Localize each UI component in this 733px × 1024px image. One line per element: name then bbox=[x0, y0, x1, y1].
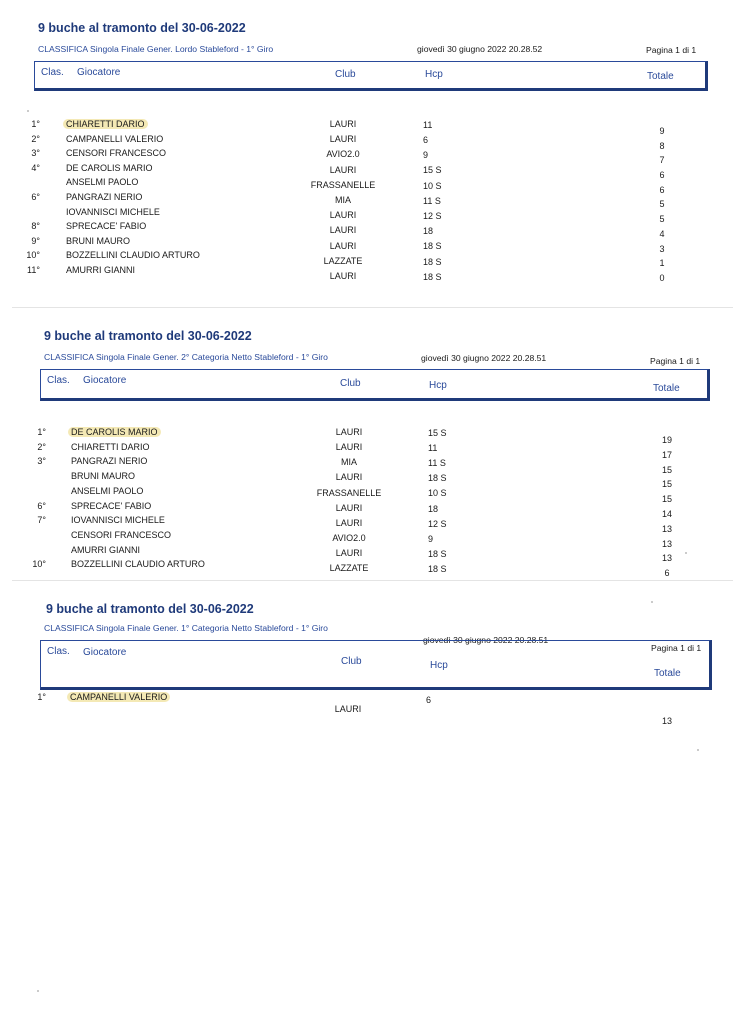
handicap-cell: 15 S bbox=[423, 165, 442, 176]
section-title: 9 buche al tramonto del 30-06-2022 bbox=[46, 602, 254, 616]
handicap-cell: 18 S bbox=[428, 473, 447, 484]
table-row bbox=[0, 529, 733, 549]
table-row bbox=[0, 119, 733, 136]
club-cell: LAURI bbox=[335, 517, 363, 528]
position-cell: 1° bbox=[37, 427, 46, 437]
page-indicator: Pagina 1 di 1 bbox=[650, 356, 701, 366]
scan-speck bbox=[685, 552, 687, 554]
table-row bbox=[0, 235, 733, 254]
col-header-totale: Totale bbox=[653, 383, 680, 394]
club-cell: FRASSANELLE bbox=[310, 179, 376, 190]
table-row bbox=[0, 148, 733, 166]
handicap-cell: 11 bbox=[428, 442, 438, 453]
position-cell: 2° bbox=[37, 441, 46, 452]
club-cell: MIA bbox=[340, 457, 357, 468]
table-row bbox=[0, 441, 733, 460]
player-name-cell: BRUNI MAURO bbox=[66, 235, 131, 246]
handicap-cell: 18 S bbox=[428, 564, 447, 575]
total-score-cell: 5 bbox=[659, 214, 665, 225]
col-header-clas: Clas. bbox=[47, 646, 70, 657]
position-cell: 4° bbox=[31, 162, 40, 173]
position-cell: 3° bbox=[31, 148, 40, 159]
table-row bbox=[0, 206, 733, 225]
col-header-hcp: Hcp bbox=[430, 660, 448, 671]
total-score-cell: 3 bbox=[659, 243, 665, 254]
section-subtitle: CLASSIFICA Singola Finale Gener. 1° Categoria Netto Stableford - 1° Giro bbox=[44, 623, 328, 633]
total-score-cell: 4 bbox=[659, 228, 665, 239]
club-cell: LAURI bbox=[335, 548, 363, 559]
page-indicator: Pagina 1 di 1 bbox=[651, 643, 702, 653]
player-name-cell: CHIARETTI DARIO bbox=[63, 119, 148, 129]
club-cell: LAURI bbox=[329, 119, 357, 129]
position-cell: 10° bbox=[32, 559, 46, 570]
total-score-cell: 14 bbox=[661, 508, 672, 519]
total-score-cell: 15 bbox=[661, 464, 672, 475]
col-header-club: Club bbox=[341, 656, 362, 667]
section-divider bbox=[12, 307, 733, 308]
handicap-cell: 18 S bbox=[423, 271, 442, 282]
club-cell: LAURI bbox=[335, 472, 363, 483]
total-score-cell: 13 bbox=[661, 716, 672, 726]
total-score-cell: 7 bbox=[659, 155, 665, 166]
player-name-cell: BRUNI MAURO bbox=[71, 471, 136, 482]
table-row bbox=[0, 692, 733, 726]
handicap-cell: 18 bbox=[428, 503, 439, 514]
col-header-club: Club bbox=[335, 69, 356, 80]
print-datetime: giovedì 30 giugno 2022 20.28.52 bbox=[417, 44, 543, 54]
table-row bbox=[0, 485, 733, 505]
player-name-cell: CENSORI FRANCESCO bbox=[71, 529, 172, 540]
player-name-cell: CENSORI FRANCESCO bbox=[66, 148, 167, 159]
handicap-cell: 9 bbox=[423, 150, 429, 161]
handicap-cell: 9 bbox=[428, 533, 434, 544]
table-row bbox=[0, 177, 733, 195]
handicap-cell: 11 S bbox=[423, 195, 441, 206]
player-name-cell: PANGRAZI NERIO bbox=[71, 456, 148, 467]
club-cell: LAURI bbox=[329, 164, 357, 175]
handicap-cell: 6 bbox=[426, 695, 432, 706]
position-cell: 10° bbox=[26, 250, 40, 261]
total-score-cell: 6 bbox=[659, 170, 665, 181]
col-header-club: Club bbox=[340, 378, 361, 389]
club-cell: LAURI bbox=[335, 442, 363, 453]
position-cell: 7° bbox=[37, 515, 46, 526]
player-name-cell: ANSELMI PAOLO bbox=[66, 177, 139, 188]
total-score-cell: 6 bbox=[664, 568, 670, 579]
handicap-cell: 18 S bbox=[423, 256, 442, 267]
scan-speck bbox=[651, 601, 653, 603]
club-cell: MIA bbox=[334, 195, 351, 205]
table-row bbox=[0, 265, 733, 283]
col-header-totale: Totale bbox=[654, 668, 681, 679]
section-subtitle: CLASSIFICA Singola Finale Gener. 2° Categoria Netto Stableford - 1° Giro bbox=[44, 352, 328, 362]
position-cell: 11° bbox=[27, 265, 40, 275]
scan-speck bbox=[37, 990, 39, 992]
page-indicator: Pagina 1 di 1 bbox=[646, 45, 697, 55]
handicap-cell: 11 S bbox=[428, 458, 446, 469]
player-name-cell: DE CAROLIS MARIO bbox=[68, 427, 161, 437]
table-row bbox=[0, 427, 733, 445]
player-name-cell: CAMPANELLI VALERIO bbox=[67, 692, 170, 702]
total-score-cell: 8 bbox=[659, 140, 665, 151]
position-cell: 2° bbox=[31, 133, 40, 144]
section-title: 9 buche al tramonto del 30-06-2022 bbox=[38, 21, 246, 35]
handicap-cell: 12 S bbox=[423, 210, 442, 221]
total-score-cell: 13 bbox=[661, 553, 672, 564]
club-cell: LAZZATE bbox=[329, 563, 369, 574]
position-cell: 3° bbox=[37, 456, 46, 467]
total-score-cell: 15 bbox=[661, 494, 672, 505]
player-name-cell: IOVANNISCI MICHELE bbox=[66, 206, 160, 217]
print-datetime: giovedì 30 giugno 2022 20.28.51 bbox=[421, 353, 547, 363]
handicap-cell: 18 S bbox=[423, 241, 442, 252]
total-score-cell: 6 bbox=[659, 184, 665, 195]
table-row bbox=[0, 500, 733, 519]
table-row bbox=[0, 162, 733, 181]
column-header-bar bbox=[40, 640, 712, 690]
position-cell: 8° bbox=[31, 221, 40, 232]
col-header-hcp: Hcp bbox=[425, 69, 443, 80]
club-cell: LAURI bbox=[329, 210, 357, 221]
section-divider bbox=[12, 580, 733, 581]
table-row bbox=[0, 192, 733, 210]
club-cell: FRASSANELLE bbox=[316, 487, 382, 498]
column-header-bar bbox=[34, 61, 708, 91]
scan-speck bbox=[27, 110, 29, 112]
col-header-hcp: Hcp bbox=[429, 380, 447, 391]
table-row bbox=[0, 471, 733, 490]
total-score-cell: 13 bbox=[661, 523, 672, 534]
col-header-giocatore: Giocatore bbox=[83, 647, 127, 658]
player-name-cell: BOZZELLINI CLAUDIO ARTURO bbox=[71, 559, 205, 570]
table-row bbox=[0, 221, 733, 239]
player-name-cell: ANSELMI PAOLO bbox=[71, 485, 144, 496]
table-row bbox=[0, 544, 733, 564]
table-row bbox=[0, 559, 733, 579]
position-cell: 1° bbox=[31, 119, 40, 129]
scan-speck bbox=[697, 749, 699, 751]
col-header-clas: Clas. bbox=[41, 67, 64, 78]
club-cell: LAURI bbox=[334, 704, 362, 714]
col-header-totale: Totale bbox=[647, 71, 674, 82]
handicap-cell: 15 S bbox=[428, 427, 447, 438]
col-header-giocatore: Giocatore bbox=[77, 67, 121, 78]
handicap-cell: 12 S bbox=[428, 518, 447, 529]
position-cell: 6° bbox=[31, 192, 40, 202]
total-score-cell: 13 bbox=[661, 538, 672, 549]
section-title: 9 buche al tramonto del 30-06-2022 bbox=[44, 329, 252, 343]
club-cell: LAURI bbox=[329, 225, 357, 236]
club-cell: LAURI bbox=[329, 134, 357, 145]
table-row bbox=[0, 133, 733, 151]
total-score-cell: 15 bbox=[661, 479, 672, 490]
handicap-cell: 6 bbox=[423, 134, 429, 145]
table-row bbox=[0, 515, 733, 534]
table-row bbox=[0, 456, 733, 475]
player-name-cell: PANGRAZI NERIO bbox=[66, 192, 143, 202]
table-row bbox=[0, 250, 733, 269]
total-score-cell: 19 bbox=[661, 435, 672, 445]
player-name-cell: AMURRI GIANNI bbox=[66, 265, 136, 275]
club-cell: LAZZATE bbox=[323, 255, 363, 266]
column-header-bar bbox=[40, 369, 710, 401]
player-name-cell: IOVANNISCI MICHELE bbox=[71, 515, 165, 526]
club-cell: AVIO2.0 bbox=[326, 149, 360, 160]
player-name-cell: SPRECACE' FABIO bbox=[66, 221, 147, 232]
player-name-cell: SPRECACE' FABIO bbox=[71, 500, 152, 511]
club-cell: LAURI bbox=[335, 427, 363, 437]
print-datetime: giovedì 30 giugno 2022 20.28.51 bbox=[423, 635, 549, 645]
handicap-cell: 10 S bbox=[428, 488, 447, 499]
position-cell: 1° bbox=[37, 692, 46, 702]
player-name-cell: CHIARETTI DARIO bbox=[71, 441, 150, 452]
club-cell: AVIO2.0 bbox=[332, 533, 366, 544]
handicap-cell: 10 S bbox=[423, 180, 442, 191]
player-name-cell: CAMPANELLI VALERIO bbox=[66, 133, 164, 144]
position-cell: 9° bbox=[31, 235, 40, 246]
player-name-cell: AMURRI GIANNI bbox=[71, 544, 141, 555]
total-score-cell: 5 bbox=[659, 199, 665, 210]
total-score-cell: 17 bbox=[661, 449, 672, 460]
club-cell: LAURI bbox=[335, 502, 363, 513]
handicap-cell: 11 bbox=[423, 119, 433, 130]
handicap-cell: 18 bbox=[423, 226, 434, 237]
club-cell: LAURI bbox=[329, 240, 357, 251]
player-name-cell: BOZZELLINI CLAUDIO ARTURO bbox=[66, 250, 200, 261]
col-header-clas: Clas. bbox=[47, 375, 70, 386]
section-subtitle: CLASSIFICA Singola Finale Gener. Lordo Stableford - 1° Giro bbox=[38, 44, 274, 54]
col-header-giocatore: Giocatore bbox=[83, 375, 127, 386]
club-cell: LAURI bbox=[329, 271, 357, 281]
handicap-cell: 18 S bbox=[428, 548, 447, 559]
total-score-cell: 1 bbox=[659, 258, 665, 269]
position-cell: 6° bbox=[37, 500, 46, 511]
player-name-cell: DE CAROLIS MARIO bbox=[66, 162, 153, 173]
total-score-cell: 0 bbox=[659, 272, 665, 283]
total-score-cell: 9 bbox=[659, 126, 665, 136]
